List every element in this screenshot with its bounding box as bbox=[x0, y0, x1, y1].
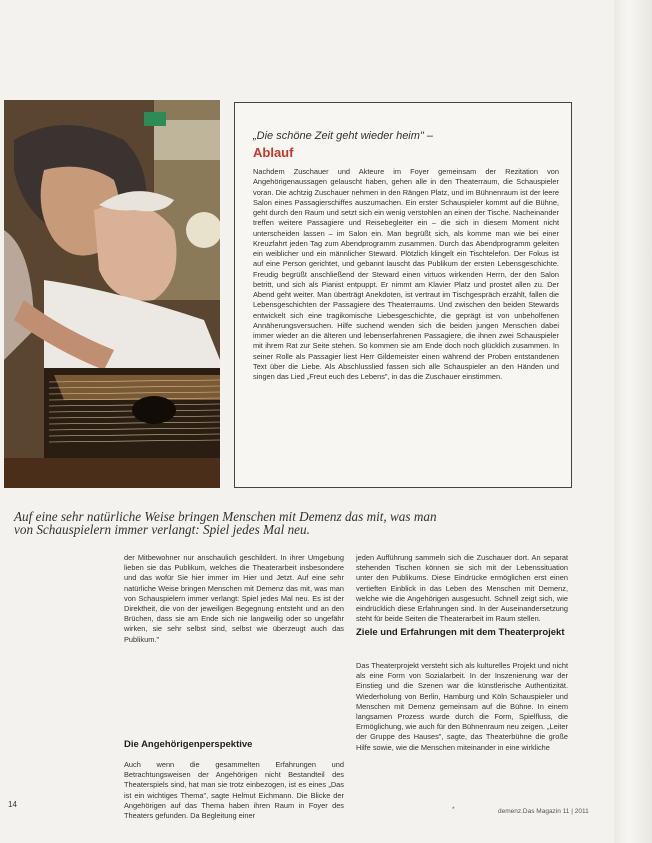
article-column-middle: der Mitbewohner nur anschaulich geschildert. In ihrer Umgebung lieben sie das Publikum, welches die Theaterarbeit insbesondere und das wofür Sie hier immer im Hier und Jetzt. Auf eine sehr natürliche Weise bringen Menschen mit Demenz das mit, was man von Schauspielern immer verlangt: Spiel jedes Mal neu. Es ist der Direktheit, die von der jeweiligen Begegnung entsteht und an den Brüchen, dass sie am Ende sich nie langweilig oder so ungefähr wirken, sie sehr selbst sind, selbst wie überzeugt auch das Publikum." bbox=[124, 553, 344, 644]
box-title: „Die schöne Zeit geht wieder heim" – bbox=[253, 130, 433, 142]
heading-angehoerigenperspektive: Die Angehörigenperspektive bbox=[124, 739, 253, 750]
publication-footer: demenz.Das Magazin 11 | 2011 bbox=[498, 808, 589, 815]
article-column-right: jeden Aufführung sammeln sich die Zuschauer dort. An separat stehenden Tischen können sie sich mit der Lebenssituation unter den Publikums. Diese Eindrücke ermöglichen erst einen vertieften Einblick in das Leben des Menschen mit Demenz, welche wie die Angehörigen ausgesucht. Schnell zeigt sich, wie eindrücklich diese Erfahrungen sind. In der Auseinandersetzung steht für beide Seiten die Theaterarbeit im Raum stellen. bbox=[356, 553, 568, 624]
box-body-text: Nachdem Zuschauer und Akteure im Foyer gemeinsam der Rezitation von Angehörigenaussagen gelauscht haben, gehen alle in den Theaterraum, die Schauspieler voran. Die achtzig Zuschauer nehmen in den Rängen Platz, und im Bühnenraum ist der leere Salon eines Passagierschiffes auszumachen. Ein erster Schauspieler kommt auf die Bühne, geht durch den Raum und setzt sich ein wenig verstohlen an einen der Tische. Nacheinander treffen weitere Passagiere und Reisebegleiter ein – die sich in diesem Moment nicht unterscheiden lassen – im Salon ein. Man begrüßt sich, als komme man wie bei einer Kreuzfahrt jeden Tag zum Abendprogramm zusammen. Durch das Abendprogramm geleiten ein weiblicher und ein männlicher Steward. Plötzlich klingelt ein Tischtelefon. Der Fokus ist auf eine Person gerichtet, und gebannt lauscht das Publikum der ersten Lebensgeschichte. Freudig begrüßt anschließend der Steward einen virtuos wirkenden Herrn, der den Salon betritt, und sich als Pianist entpuppt. Er nimmt am Klavier Platz und prostet allen zu. Der Abend geht weiter. Man überträgt Anekdoten, ist vertraut im Tischgespräch erzählt, fallen die Lebensgeschichten der Passagiere des Theaterraums. Und zwischen den beiden Stewards entwickelt sich eine tragikomische Liebesgeschichte, die geprägt ist von unbeholfenen Annäherungsversuchen. Hilfe suchend wenden sich die beiden jungen Menschen dabei immer wieder an die älteren und lebenserfahrenen Passagiere, die ihnen zwei Schauspieler mit ihrem Rat zur Seite stehen. So kommen sie am Ende doch noch glücklich zusammen. In seiner Rolle als Passagier liest Herr Gildemeister einen während der Proben entstandenen Text über die Liebe. Als Abschlusslied fassen sich alle Schauspieler an den Händen und singen das Lied „Freut euch des Lebens", in das die Zuschauer einstimmen. bbox=[253, 167, 559, 381]
article-column-middle-2: Auch wenn die gesammelten Erfahrungen und Betrachtungsweisen der Angehörigen nicht Bestandteil des Theaterspiels sind, hat man sie trotz einbezogen, ist es eines „Das ist ein wichtiges Thema", sagte Helmut Eichmann. Die Blicke der Angehörigen auf das Thema haben ihren Raum in Foyer des Theaters gefunden. Da Begleitung einer bbox=[124, 760, 344, 821]
article-column-right-2: Das Theaterprojekt versteht sich als kulturelles Projekt und nicht als eine Form von Sozialarbeit. In der Inszenierung war der Einstieg und die Szenen war die künstlerische Authentizität. Wiederholung von Berlin, Hamburg und Köln Schauspieler und Menschen mit Demenz gemeinsam auf die Bühne. In einem langsamen Prozess wurde durch die Form, Spielfluss, die Ermöglichung, wie auch für den Bühnenraum neu zeigen. „Leiter der Gruppe des Hauses", sagte, das Theaterbühne die große Hilfe sowie, wie die Menschen miteinander in eine wirkliche bbox=[356, 661, 568, 752]
heading-ziele-erfahrungen: Ziele und Erfahrungen mit dem Theaterprojekt bbox=[356, 627, 565, 638]
photo-illustration bbox=[4, 100, 220, 488]
page-number: 14 bbox=[8, 800, 17, 809]
photo-caption: Auf eine sehr natürliche Weise bringen Menschen mit Demenz das mit, was man von Schauspielern immer verlangt: Spiel jedes Mal neu. bbox=[14, 509, 437, 538]
page-edge bbox=[614, 0, 652, 843]
info-box-ablauf bbox=[234, 102, 572, 488]
box-subtitle: Ablauf bbox=[253, 145, 294, 160]
footer-mark: * bbox=[452, 806, 455, 813]
photo-couple-zither bbox=[4, 100, 220, 488]
